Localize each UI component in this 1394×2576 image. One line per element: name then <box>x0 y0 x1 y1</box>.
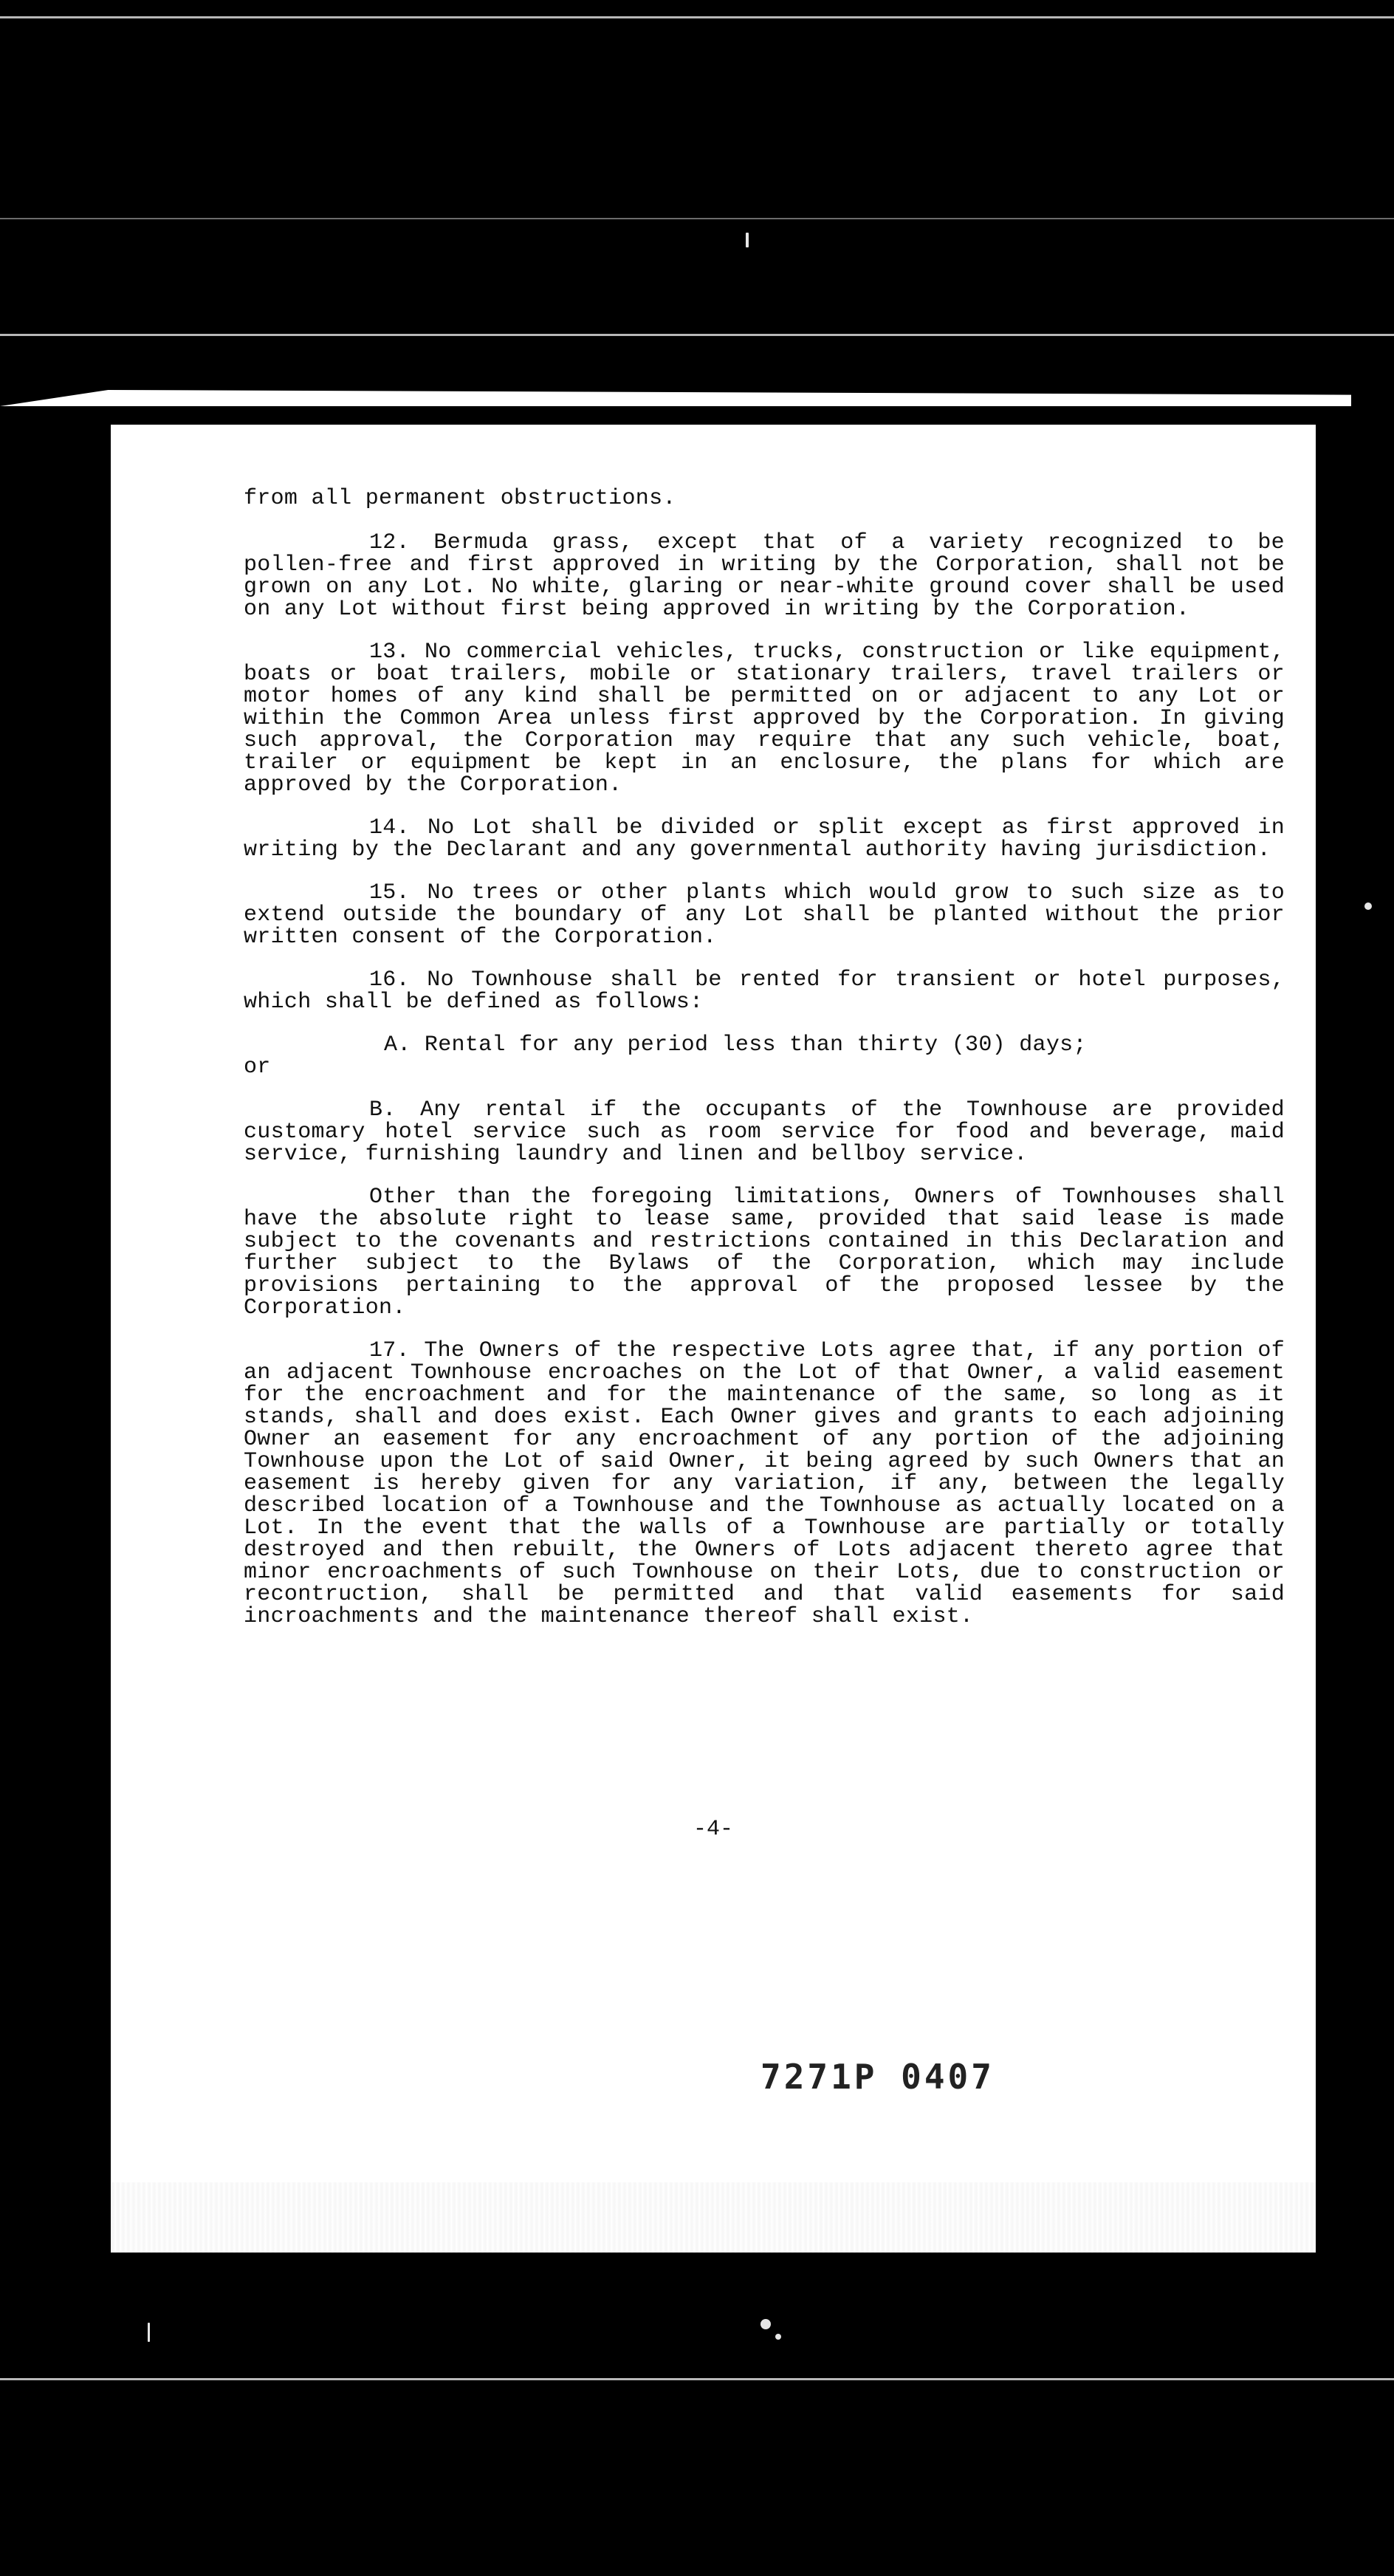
subparagraph-letter: B. <box>369 1097 396 1123</box>
subparagraph-letter: A. <box>384 1032 411 1058</box>
scan-line-top <box>0 16 1394 18</box>
document-body <box>244 487 1285 1648</box>
paragraph-number: 12. <box>369 530 410 555</box>
paragraph-text: Bermuda grass, except that of a variety recognized to be pollen-free and first approved in writing by the Corporation, shall not be grown on any Lot. No white, glaring or near-white ground cover shall be used on any Lot without first being approved in writing by the Corporation. <box>244 530 1285 622</box>
document-page <box>111 425 1316 2253</box>
page-edge <box>0 390 1351 406</box>
recording-stamp: 7271P 0407 <box>760 2057 995 2097</box>
subparagraph-tail: or <box>244 1055 271 1080</box>
scan-line-bottom <box>0 2378 1394 2380</box>
paragraph-number: 17. <box>369 1338 410 1363</box>
scan-speck <box>148 2323 150 2342</box>
paragraph-number: 14. <box>369 815 410 840</box>
scan-speck <box>760 2319 771 2329</box>
paragraph-12 <box>244 532 1285 620</box>
paragraph-15 <box>244 882 1285 948</box>
paragraph-number: 16. <box>369 967 410 993</box>
subparagraph-b <box>244 1099 1285 1165</box>
page-number: -4- <box>693 1817 733 1842</box>
scan-speck <box>775 2334 781 2340</box>
subparagraph-text: Rental for any period less than thirty (30) days; <box>424 1032 1087 1058</box>
paragraph-17 <box>244 1340 1285 1628</box>
scan-speck <box>746 233 749 247</box>
paragraph-13 <box>244 641 1285 796</box>
paragraph-text: No Townhouse shall be rented for transient or hotel purposes, which shall be defined as follows: <box>244 967 1285 1015</box>
continuation-line: from all permanent obstructions. <box>244 486 676 511</box>
scan-noise <box>111 2182 1316 2253</box>
subparagraph-text: Any rental if the occupants of the Townhouse are provided customary hotel service such as room service for food and beverage, maid service, furnishing laundry and linen and bellboy service. <box>244 1097 1285 1167</box>
paragraph-text: No commercial vehicles, trucks, construction or like equipment, boats or boat trailers, mobile or stationary trailers, travel trailers or motor homes of any kind shall be permitted on or adjacent to any Lot or within the Common Area unless first approved by the Corporation. In giving such approval, the Corporation may require that any such vehicle, boat, trailer or equipment be kept in an enclosure, the plans for which are approved by the Corporation. <box>244 640 1285 798</box>
scan-line-mid <box>0 334 1394 336</box>
paragraph-number: 15. <box>369 880 410 905</box>
paragraph-text: No trees or other plants which would grow to such size as to extend outside the boundary of any Lot shall be planted without the prior written consent of the Corporation. <box>244 880 1285 950</box>
paragraph-text: Other than the foregoing limitations, Owners of Townhouses shall have the absolute right to lease same, provided that said lease is made subject to the covenants and restrictions contained in this Declaration and further subject to the Bylaws of the Corporation, which may include provisions pertaining to the approval of the proposed lessee by the Corporation. <box>244 1185 1285 1320</box>
scan-speck <box>1364 902 1372 910</box>
paragraph-number: 13. <box>369 640 410 665</box>
paragraph-text: The Owners of the respective Lots agree that, if any portion of an adjacent Townhouse encroaches on the Lot of that Owner, a valid easement for the encroachment and for the maintenance of the same, so long as it stands, shall and does exist. Each Owner gives and grants to each adjoining Owner an easement for any encroachment of any portion of the adjoining Townhouse upon the Lot of said Owner, it being agreed by such Owners that an easement is hereby given for any variation, if any, between the legally described location of a Townhouse and the Townhouse as actually located on a Lot. In the event that the walls of a Townhouse are partially or totally destroyed and then rebuilt, the Owners of Lots adjacent thereto agree that minor encroachments of such Townhouse on their Lots, due to construction or recontruction, shall be permitted and that valid easements for said incroachments and the maintenance thereof shall exist. <box>244 1338 1285 1629</box>
scan-line-upper <box>0 218 1394 219</box>
paragraph-text: No Lot shall be divided or split except as first approved in writing by the Declarant and any governmental authority having jurisdiction. <box>244 815 1285 863</box>
paragraph-other-limitations <box>244 1186 1285 1319</box>
paragraph-16 <box>244 969 1285 1013</box>
subparagraph-a <box>244 1034 1285 1078</box>
paragraph-14 <box>244 817 1285 861</box>
